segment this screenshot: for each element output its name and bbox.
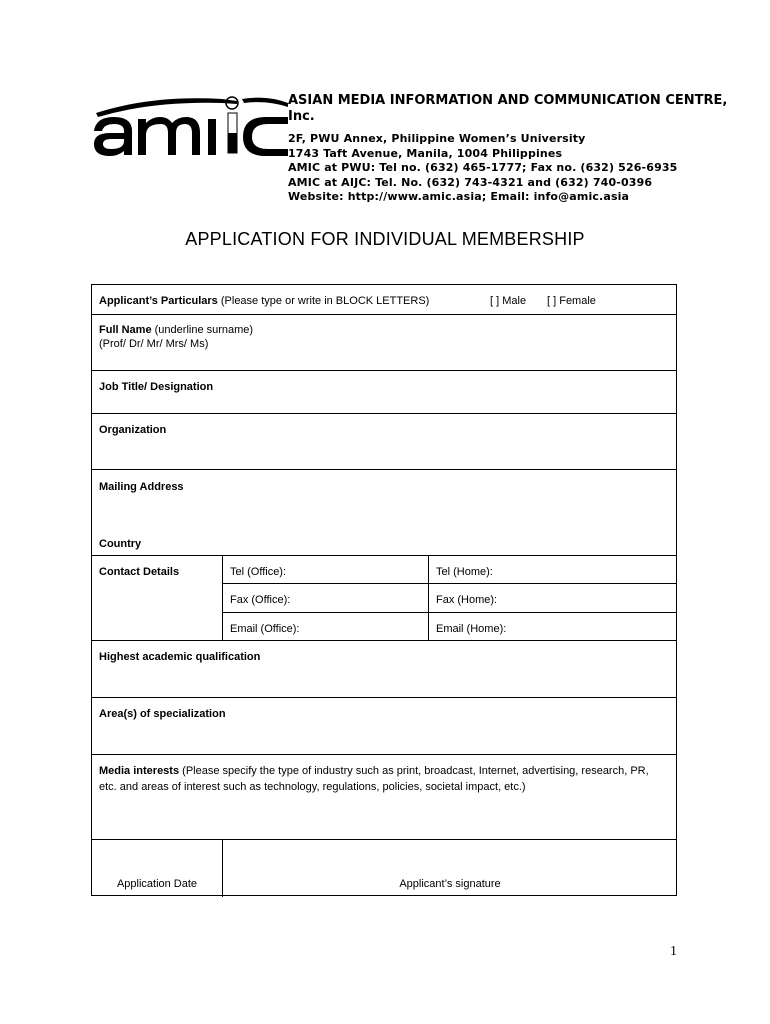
- mailing-label-wrap: [99, 480, 184, 494]
- org-info: [288, 93, 728, 205]
- specialization-label-wrap: [99, 707, 226, 721]
- org-address-block: [288, 132, 728, 205]
- membership-form: [91, 284, 677, 896]
- academic-label-wrap: [99, 650, 260, 664]
- row-divider: [92, 697, 676, 698]
- particulars-label: Applicant’s Particulars: [99, 295, 218, 307]
- particulars-note: (Please type or write in BLOCK LETTERS): [220, 295, 430, 307]
- media-interests-field[interactable]: [99, 799, 669, 835]
- row-divider: [92, 640, 676, 641]
- contact-label-wrap: [99, 565, 179, 579]
- row-divider: [222, 612, 676, 613]
- fax-home-field[interactable]: Fax (Home):: [436, 594, 498, 606]
- fullname-label: Full Name: [99, 324, 152, 336]
- job-label-wrap: [99, 380, 213, 394]
- country-label-wrap: [99, 537, 141, 551]
- row-divider: [92, 555, 676, 556]
- application-date-label: Application Date: [116, 878, 198, 890]
- column-divider: [222, 555, 223, 640]
- page-number: 1: [670, 944, 677, 959]
- org-address-line: 2F, PWU Annex, Philippine Women’s University: [288, 132, 586, 145]
- media-row: [99, 763, 669, 795]
- title-options: (Prof/ Dr/ Mr/ Mrs/ Ms): [99, 338, 209, 350]
- country-label: Country: [99, 538, 142, 550]
- org-address-line: 1743 Taft Avenue, Manila, 1004 Philippines: [288, 146, 563, 160]
- tel-office-field[interactable]: Tel (Office):: [230, 566, 287, 578]
- academic-label: Highest academic qualification: [99, 651, 261, 663]
- signature-label: Applicant’s signature: [399, 878, 501, 890]
- row-divider: [92, 839, 676, 840]
- org-name: ASIAN MEDIA INFORMATION AND COMMUNICATION CENTRE, Inc.: [288, 93, 728, 124]
- email-office-field[interactable]: Email (Office):: [230, 623, 300, 635]
- email-home-field[interactable]: Email (Home):: [436, 623, 507, 635]
- signature-field[interactable]: [225, 843, 675, 873]
- job-field[interactable]: [222, 377, 662, 407]
- row-divider: [92, 413, 676, 414]
- org-address-line: AMIC at AIJC: Tel. No. (632) 743-4321 and (632) 740-0396: [288, 175, 653, 189]
- fullname-note: (underline surname): [154, 324, 254, 336]
- page-title: APPLICATION FOR INDIVIDUAL MEMBERSHIP: [185, 229, 585, 249]
- particulars-row: [99, 294, 429, 308]
- media-note: (Please specify the type of industry such as print, broadcast, Internet, advertising, research, PR, etc. and areas of interest such as technology, regulations, policies, societal impact, etc.): [99, 765, 649, 793]
- org-label: Organization: [99, 424, 167, 436]
- specialization-label: Area(s) of specialization: [99, 708, 226, 720]
- male-checkbox[interactable]: [ ] Male: [490, 295, 527, 307]
- fullname-field[interactable]: [222, 321, 662, 365]
- application-date-field[interactable]: [94, 843, 220, 873]
- academic-field[interactable]: [222, 665, 662, 693]
- female-checkbox[interactable]: [ ] Female: [547, 295, 596, 307]
- tel-home-field[interactable]: Tel (Home):: [436, 566, 493, 578]
- row-divider: [92, 370, 676, 371]
- fax-office-field[interactable]: Fax (Office):: [230, 594, 291, 606]
- amic-logo: [92, 93, 288, 163]
- row-divider: [92, 754, 676, 755]
- mailing-label: Mailing Address: [99, 481, 184, 493]
- media-label: Media interests: [99, 765, 180, 777]
- org-label-wrap: [99, 423, 166, 437]
- row-divider: [222, 583, 676, 584]
- organization-field[interactable]: [222, 420, 662, 464]
- contact-label: Contact Details: [99, 566, 180, 578]
- country-field[interactable]: [222, 534, 662, 552]
- org-address-line: AMIC at PWU: Tel no. (632) 465-1777; Fax no. (632) 526-6935: [288, 161, 678, 174]
- row-divider: [92, 469, 676, 470]
- column-divider: [428, 555, 429, 640]
- mailing-address-field[interactable]: [222, 477, 662, 527]
- row-divider: [92, 314, 676, 315]
- job-label: Job Title/ Designation: [99, 381, 214, 393]
- specialization-field[interactable]: [222, 722, 662, 750]
- org-address-line: Website: http://www.amic.asia; Email: info@amic.asia: [288, 190, 630, 203]
